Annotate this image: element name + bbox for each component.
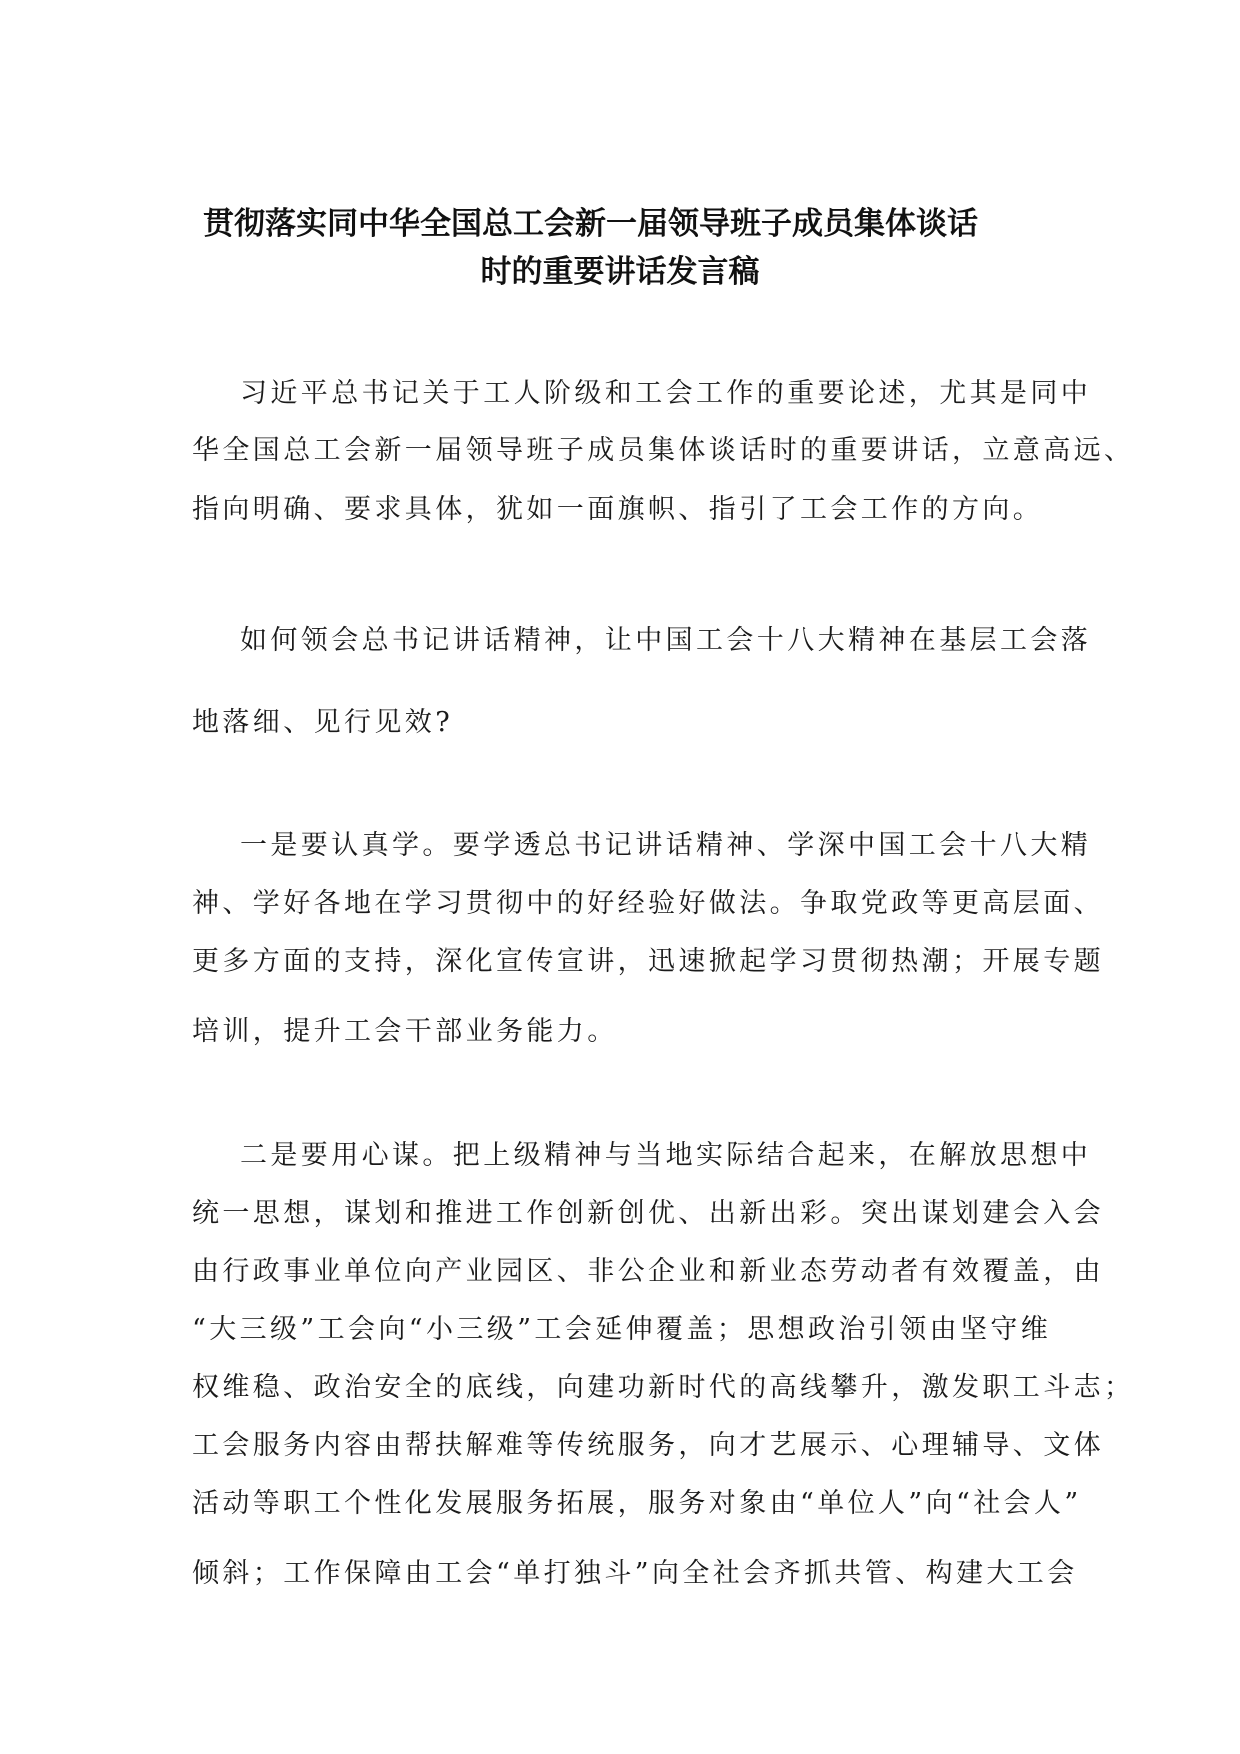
paragraph-line: 由行政事业单位向产业园区、非公企业和新业态劳动者有效覆盖，由	[192, 1256, 1104, 1287]
paragraph-line: 地落细、见行见效?	[192, 707, 454, 738]
document-title	[190, 200, 1050, 296]
paragraph-4	[192, 1127, 1135, 1603]
paragraph-line: 工会服务内容由帮扶解难等传统服务，向才艺展示、心理辅导、文体	[192, 1430, 1104, 1461]
paragraph-line: 如何领会总书记讲话精神，让中国工会十八大精神在基层工会落	[240, 625, 1092, 656]
paragraph-line: 权维稳、政治安全的底线，向建功新时代的高线攀升，激发职工斗志；	[192, 1372, 1135, 1403]
paragraph-line: 华全国总工会新一届领导班子成员集体谈话时的重要讲话，立意高远、	[192, 435, 1135, 466]
paragraph-line: 指向明确、要求具体，犹如一面旗帜、指引了工会工作的方向。	[192, 494, 1044, 525]
paragraph-line: 二是要用心谋。把上级精神与当地实际结合起来，在解放思想中	[240, 1140, 1092, 1171]
paragraph-line: 倾斜；工作保障由工会“单打独斗”向全社会齐抓共管、构建大工会	[192, 1558, 1078, 1589]
paragraph-1	[192, 365, 1135, 539]
paragraph-line: 统一思想，谋划和推进工作创新创优、出新出彩。突出谋划建会入会	[192, 1198, 1104, 1229]
title-line-2: 时的重要讲话发言稿	[480, 254, 760, 290]
paragraph-line: “大三级”工会向“小三级”工会延伸覆盖；思想政治引领由坚守维	[192, 1314, 1052, 1345]
paragraph-line: 更多方面的支持，深化宣传宣讲，迅速掀起学习贯彻热潮；开展专题	[192, 946, 1104, 977]
title-line-1: 贯彻落实同中华全国总工会新一届领导班子成员集体谈话	[203, 206, 978, 242]
paragraph-line: 活动等职工个性化发展服务拓展，服务对象由“单位人”向“社会人”	[192, 1488, 1082, 1519]
paragraph-3	[192, 817, 1104, 1061]
paragraph-line: 一是要认真学。要学透总书记讲话精神、学深中国工会十八大精	[240, 830, 1092, 861]
paragraph-line: 神、学好各地在学习贯彻中的好经验好做法。争取党政等更高层面、	[192, 888, 1104, 919]
paragraph-line: 培训，提升工会干部业务能力。	[192, 1016, 618, 1047]
paragraph-2	[192, 612, 1092, 752]
paragraph-line: 习近平总书记关于工人阶级和工会工作的重要论述，尤其是同中	[240, 378, 1092, 409]
